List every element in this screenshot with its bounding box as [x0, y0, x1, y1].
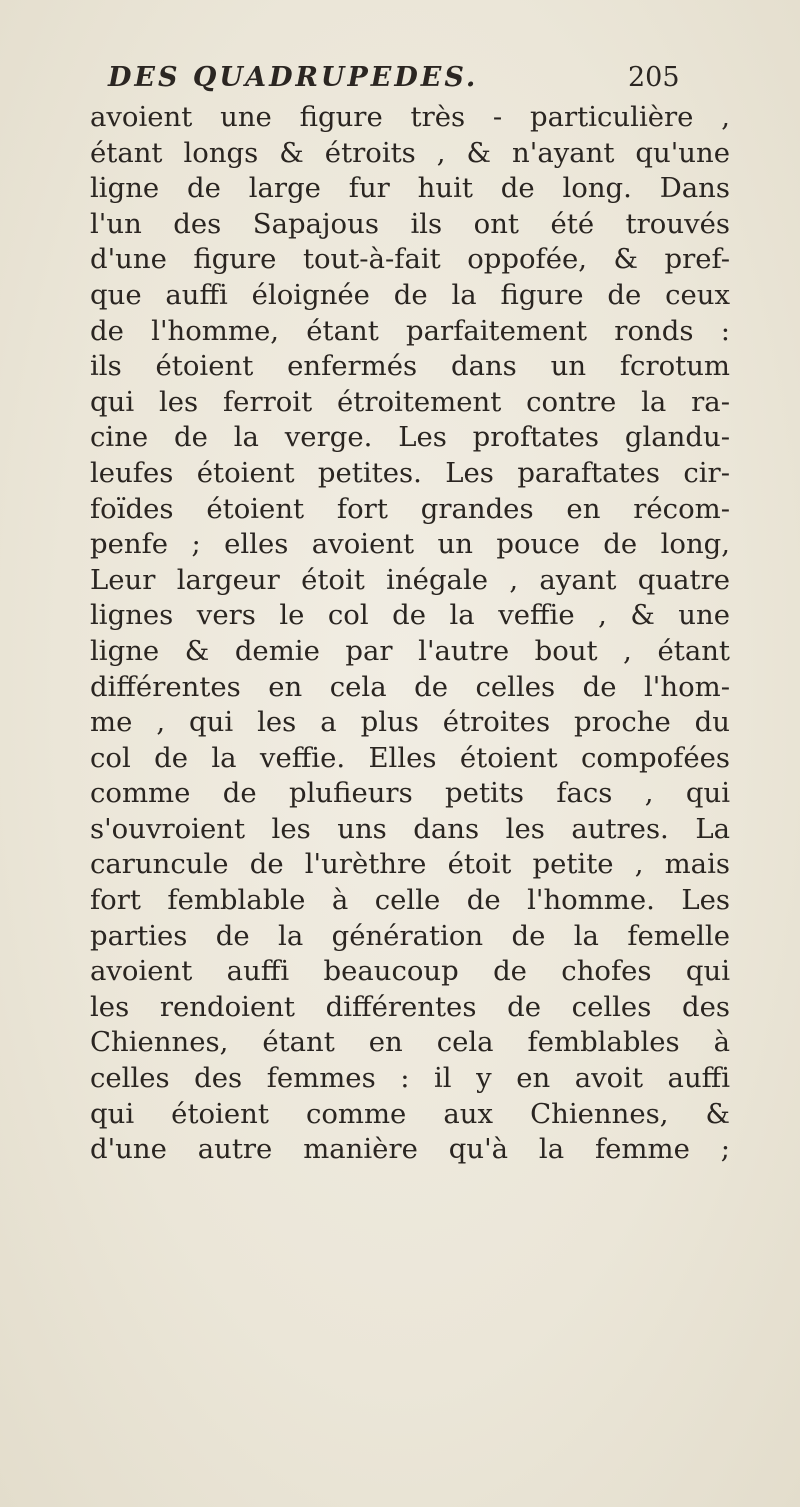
text-line: que auffi éloignée de la figure de ceux [90, 278, 730, 311]
text-line: avoient une figure très - particulière , [90, 101, 730, 133]
text-line: qui étoient comme aux Chiennes, & [90, 1097, 730, 1130]
page-header [108, 62, 708, 102]
text-line: ligne de large fur huit de long. Dans [90, 172, 730, 205]
text-line: ligne & demie par l'autre bout , étant [90, 634, 730, 667]
text-line: cine de la verge. Les proftates glandu- [90, 421, 730, 454]
text-line: lignes vers le col de la veffie , & une [90, 599, 730, 632]
text-line: avoient auffi beaucoup de chofes qui [90, 955, 730, 988]
text-line: étant longs & étroits , & n'ayant qu'une [90, 136, 730, 169]
text-line: fort femblable à celle de l'homme. Les [90, 884, 730, 917]
text-line: parties de la génération de la femelle [90, 919, 730, 952]
page-number: 205 [628, 62, 680, 93]
text-line: les rendoient différentes de celles des [90, 990, 730, 1023]
text-line: d'une figure tout-à-fait oppofée, & pref- [90, 243, 730, 276]
text-line: comme de plufieurs petits facs , qui [90, 777, 730, 810]
text-line: l'un des Sapajous ils ont été trouvés [90, 207, 730, 240]
text-line: différentes en cela de celles de l'hom- [90, 670, 730, 703]
text-line: me , qui les a plus étroites proche du [90, 706, 730, 739]
text-line: s'ouvroient les uns dans les autres. La [90, 812, 730, 845]
text-line: penfe ; elles avoient un pouce de long, [90, 528, 730, 561]
text-line: leufes étoient petites. Les paraftates cir- [90, 456, 730, 489]
running-title: DES QUADRUPEDES. [108, 62, 479, 93]
text-line: col de la veffie. Elles étoient compofées [90, 741, 730, 774]
body-text [90, 100, 730, 1168]
text-line: ils étoient enfermés dans un fcrotum [90, 350, 730, 383]
text-line: celles des femmes : il y en avoit auffi [90, 1062, 730, 1095]
text-line: qui les ferroit étroitement contre la ra- [90, 385, 730, 418]
text-line: Chiennes, étant en cela femblables à [90, 1026, 730, 1059]
text-line: de l'homme, étant parfaitement ronds : [90, 314, 730, 347]
text-line: foïdes étoient fort grandes en récom- [90, 492, 730, 525]
text-line: Leur largeur étoit inégale , ayant quatre [90, 563, 730, 596]
text-line: caruncule de l'urèthre étoit petite , mais [90, 848, 730, 881]
text-line: d'une autre manière qu'à la femme ; [90, 1133, 730, 1166]
